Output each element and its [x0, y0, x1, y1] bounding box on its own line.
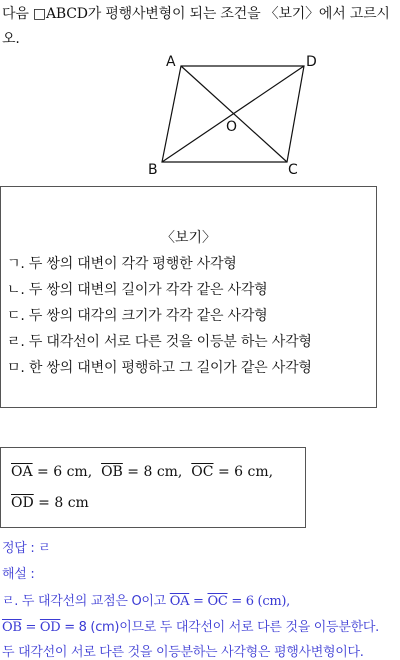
bogi-item: ㄷ. 두 쌍의 대각의 크기가 각각 같은 사각형: [7, 308, 268, 324]
conditions-line-1: [11, 464, 273, 480]
ob-value: = 8 cm,: [127, 464, 183, 480]
bogi-item: ㄹ. 두 대각선이 서로 다른 것을 이등분 하는 사각형: [7, 334, 312, 350]
oc-value: = 6 cm,: [217, 464, 274, 480]
segment-ob: $\overline{OB}$: [101, 464, 123, 480]
oa-value: = 6 cm,: [37, 464, 93, 480]
answer-label: 정답 : ㄹ: [2, 541, 51, 556]
bogi-title: 〈보기〉: [160, 230, 217, 246]
parallelogram-figure: [0, 0, 400, 186]
equals: =: [21, 620, 40, 635]
bogi-box: [0, 186, 377, 408]
question-suffix: 가 평행사변형이 되는 조건을 〈보기〉에서 고르시오.: [2, 6, 390, 47]
bogi-item: ㄱ. 두 쌍의 대변이 각각 평행한 사각형: [7, 256, 237, 272]
segment-oc: $\overline{OC}$: [207, 594, 228, 609]
vertex-c-label: C: [288, 162, 298, 178]
explanation-line-1: [2, 590, 290, 609]
vertex-b-label: B: [148, 162, 158, 178]
diagonal-bd: [162, 66, 304, 162]
explanation-line-2: [2, 616, 379, 635]
segment-od: $\overline{OD}$: [39, 620, 61, 635]
vertex-d-label: D: [306, 54, 317, 70]
value-text: = 6 (cm),: [227, 594, 290, 609]
explanation-text: = 8 (cm)이므로 두 대각선이 서로 다른 것을 이등분한다.: [60, 620, 379, 635]
conditions-line-2: [11, 495, 89, 511]
explanation-label: 해설 :: [2, 567, 35, 582]
explanation-text: ㄹ. 두 대각선의 교점은 O이고: [2, 594, 170, 609]
conditions-box: [0, 447, 306, 528]
od-value: = 8 cm: [38, 495, 89, 511]
bogi-item: ㄴ. 두 쌍의 대변의 길이가 각각 같은 사각형: [7, 282, 268, 298]
explanation-line-3: 두 대각선이 서로 다른 것을 이등분하는 사각형은 평행사변형이다.: [2, 645, 364, 660]
segment-oa: $\overline{OA}$: [169, 594, 190, 609]
center-o-label: O: [226, 119, 238, 135]
segment-oc: $\overline{OC}$: [191, 464, 214, 480]
segment-ob: $\overline{OB}$: [2, 620, 22, 635]
segment-od: $\overline{OD}$: [11, 495, 34, 511]
vertex-a-label: A: [166, 54, 176, 70]
question-prefix: 다음: [2, 6, 29, 22]
segment-oa: $\overline{OA}$: [11, 464, 33, 480]
equals: =: [189, 594, 208, 609]
bogi-item: ㅁ. 한 쌍의 대변이 평행하고 그 길이가 같은 사각형: [7, 360, 312, 376]
shape-label: □ABCD: [32, 6, 88, 22]
